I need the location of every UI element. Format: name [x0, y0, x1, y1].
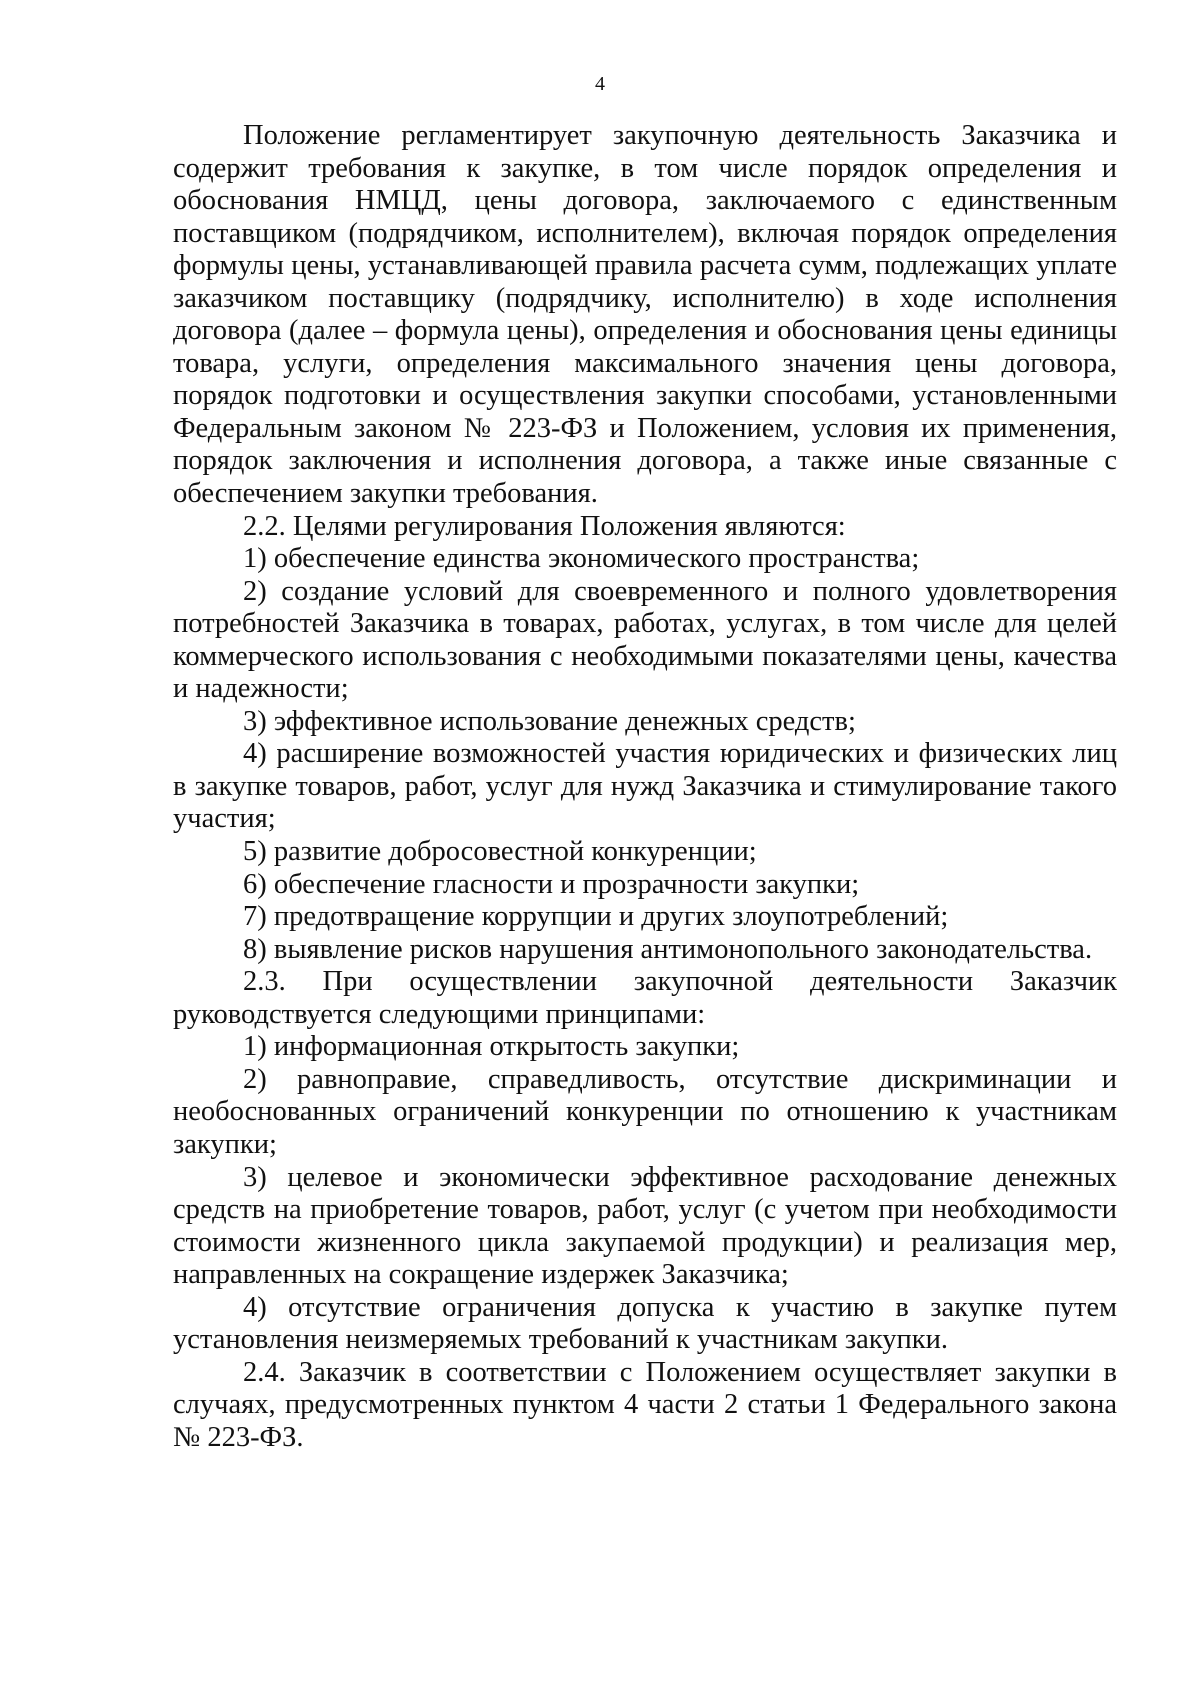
list-item-2-2-2: 2) создание условий для своевременного и полного удовлетворения потребностей Заказчика в товарах, работах, услугах, в том числе для целей коммерческого использования с необходимыми показателями цены, качества и надежности; — [173, 575, 1117, 705]
paragraph-2-4: 2.4. Заказчик в соответствии с Положением осуществляет закупки в случаях, предусмотренных пунктом 4 части 2 статьи 1 Федерального закона № 223-ФЗ. — [173, 1356, 1117, 1453]
paragraph-regulation-scope: Положение регламентирует закупочную деятельность Заказчика и содержит требования к закупке, в том числе порядок определения и обоснования НМЦД, цены договора, заключаемого с единственным поставщиком (подрядчиком, исполнителем), включая порядок определения формулы цены, устанавливающей правила расчета сумм, подлежащих уплате заказчиком поставщику (подрядчику, исполнителю) в ходе исполнения договора (далее – формула цены), определения и обоснования цены единицы товара, услуги, определения максимального значения цены договора, порядок подготовки и осуществления закупки способами, установленными Федеральным законом № 223-ФЗ и Положением, условия их применения, порядок заключения и исполнения договора, а также иные связанные с обеспечением закупки требования. — [173, 120, 1117, 510]
document-body — [173, 120, 1117, 1454]
list-item-2-3-3: 3) целевое и экономически эффективное расходование денежных средств на приобретение товаров, работ, услуг (с учетом при необходимости стоимости жизненного цикла закупаемой продукции) и реализация мер, направленных на сокращение издержек Заказчика; — [173, 1161, 1117, 1291]
paragraph-2-3-heading: 2.3. При осуществлении закупочной деятельности Заказчик руководствуется следующими принципами: — [173, 966, 1117, 1030]
list-item-2-2-1: 1) обеспечение единства экономического пространства; — [243, 543, 920, 575]
list-item-2-2-3: 3) эффективное использование денежных средств; — [243, 705, 856, 737]
list-item-2-2-5: 5) развитие добросовестной конкуренции; — [243, 836, 757, 868]
page-number: 4 — [595, 73, 605, 95]
list-item-2-2-7: 7) предотвращение коррупции и других злоупотреблений; — [243, 901, 949, 933]
list-item-2-3-2: 2) равноправие, справедливость, отсутствие дискриминации и необоснованных ограничений конкуренции по отношению к участникам закупки; — [173, 1063, 1117, 1160]
list-item-2-3-1: 1) информационная открытость закупки; — [243, 1031, 740, 1063]
list-item-2-3-4: 4) отсутствие ограничения допуска к участию в закупке путем установления неизмеряемых требований к участникам закупки. — [173, 1291, 1117, 1356]
list-item-2-2-8: 8) выявление рисков нарушения антимонопольного законодательства. — [243, 933, 1093, 965]
list-item-2-2-6: 6) обеспечение гласности и прозрачности закупки; — [243, 868, 860, 900]
list-item-2-2-4: 4) расширение возможностей участия юридических и физических лиц в закупке товаров, работ, услуг для нужд Заказчика и стимулирование такого участия; — [173, 738, 1117, 835]
paragraph-2-2-heading: 2.2. Целями регулирования Положения являются: — [243, 510, 846, 542]
